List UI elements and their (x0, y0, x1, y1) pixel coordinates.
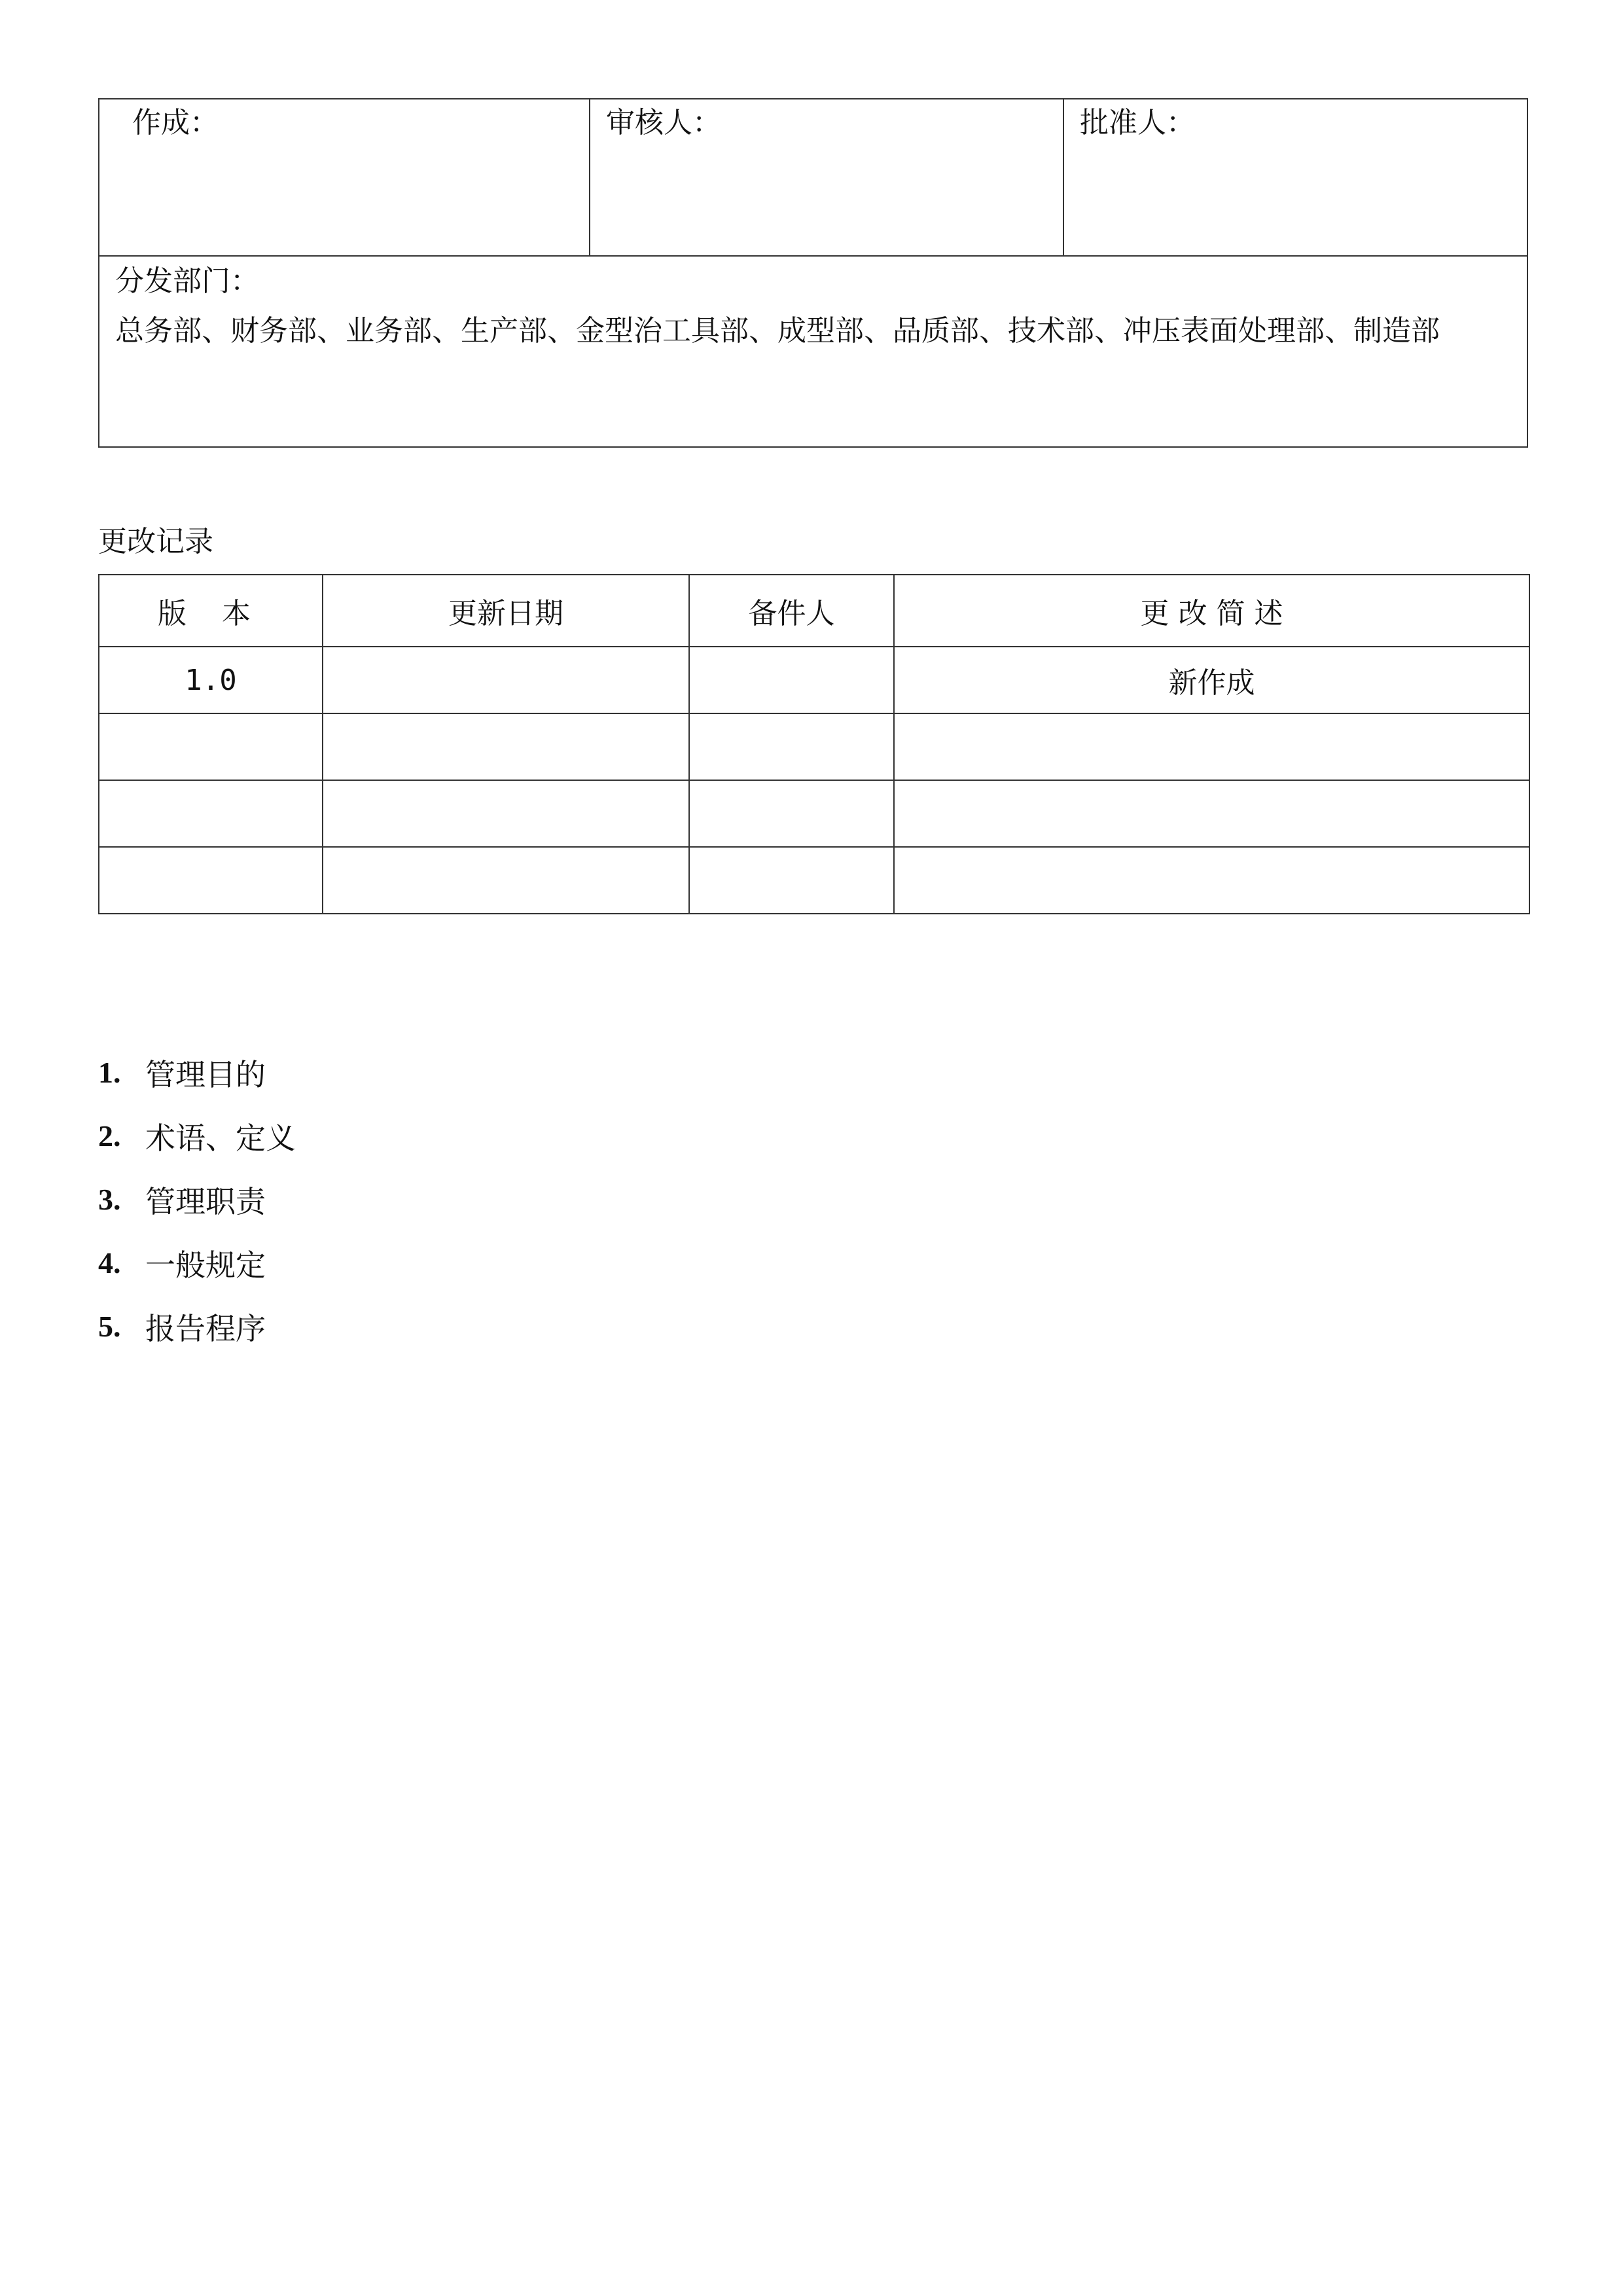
signature-row (99, 99, 1527, 256)
cell-update-date[interactable] (323, 780, 689, 847)
cell-recorder[interactable] (689, 647, 894, 713)
toc-item-number: 4. (98, 1246, 121, 1280)
toc-item-title: 术语、定义 (145, 1120, 296, 1156)
toc-item-number: 2. (98, 1119, 121, 1153)
table-of-contents (98, 1041, 296, 1358)
cell-version[interactable]: 1.0 (99, 647, 323, 713)
cell-recorder[interactable] (689, 847, 894, 914)
cell-recorder[interactable] (689, 713, 894, 780)
distribution-cell (99, 256, 1527, 447)
change-record-table (98, 574, 1530, 914)
cell-version[interactable] (99, 780, 323, 847)
toc-item-title: 管理目的 (145, 1056, 266, 1092)
column-header-change-summary: 更 改 简 述 (894, 575, 1529, 647)
cell-version[interactable] (99, 713, 323, 780)
toc-item-general-rules[interactable] (98, 1231, 296, 1295)
toc-item-title: 一般规定 (145, 1247, 266, 1283)
reviewer-label: 审核人： (606, 106, 721, 139)
distribution-row (99, 256, 1527, 447)
toc-item-purpose[interactable] (98, 1041, 296, 1104)
cell-change-summary[interactable]: 新作成 (894, 647, 1529, 713)
distribution-list: 总务部、财务部、业务部、生产部、金型治工具部、成型部、品质部、技术部、冲压表面处理部、制造部 (115, 314, 1440, 348)
cell-update-date[interactable] (323, 847, 689, 914)
change-record-header-row (99, 575, 1529, 647)
approver-cell[interactable] (1063, 99, 1527, 256)
toc-item-number: 1. (98, 1056, 121, 1089)
column-header-update-date: 更新日期 (323, 575, 689, 647)
cell-update-date[interactable] (323, 713, 689, 780)
toc-item-title: 报告程序 (145, 1310, 266, 1346)
toc-item-reporting-procedure[interactable] (98, 1295, 296, 1358)
change-record-heading: 更改记录 (98, 525, 213, 558)
prepared-by-cell[interactable] (99, 99, 590, 256)
cell-version[interactable] (99, 847, 323, 914)
distribution-label: 分发部门： (115, 264, 259, 298)
table-row (99, 780, 1529, 847)
column-header-version: 版 本 (99, 575, 323, 647)
table-row (99, 713, 1529, 780)
toc-item-title: 管理职责 (145, 1183, 266, 1219)
prepared-by-label: 作成： (132, 106, 219, 139)
approval-table (98, 98, 1528, 448)
cell-change-summary[interactable] (894, 713, 1529, 780)
cell-recorder[interactable] (689, 780, 894, 847)
toc-item-number: 3. (98, 1183, 121, 1216)
toc-item-number: 5. (98, 1310, 121, 1343)
toc-item-responsibilities[interactable] (98, 1168, 296, 1231)
cell-update-date[interactable] (323, 647, 689, 713)
cell-change-summary[interactable] (894, 847, 1529, 914)
table-row (99, 647, 1529, 713)
toc-item-terms[interactable] (98, 1104, 296, 1168)
reviewer-cell[interactable] (590, 99, 1063, 256)
approver-label: 批准人： (1080, 106, 1195, 139)
cell-change-summary[interactable] (894, 780, 1529, 847)
table-row (99, 847, 1529, 914)
column-header-recorder: 备件人 (689, 575, 894, 647)
